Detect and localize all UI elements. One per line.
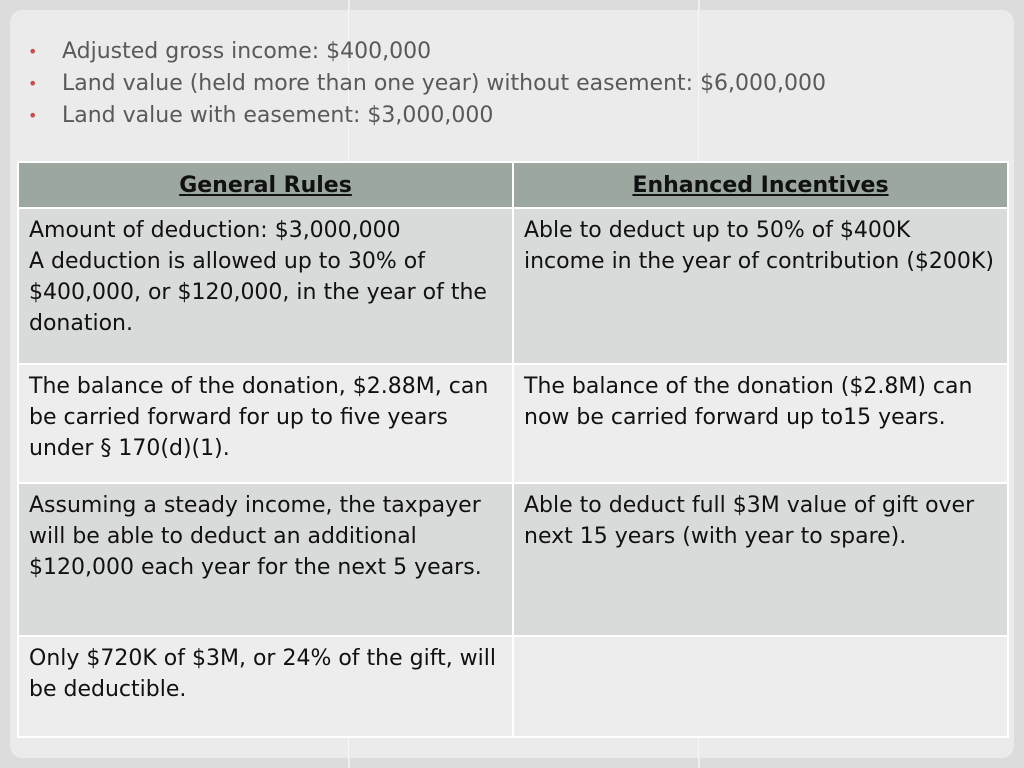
header-general-rules: General Rules xyxy=(18,162,513,208)
bullet-icon: • xyxy=(28,42,38,61)
cell-text: The balance of the donation, $2.88M, can be carried forward for up to five years under § 170(d)(1). xyxy=(29,374,489,461)
bullet-item xyxy=(28,100,826,132)
bullet-text: Land value with easement: $3,000,000 xyxy=(62,103,494,128)
cell-general xyxy=(18,483,513,636)
cell-text: The balance of the donation ($2.8M) can now be carried forward up to15 years. xyxy=(524,374,973,430)
bullet-item xyxy=(28,36,826,68)
bullet-text: Adjusted gross income: $400,000 xyxy=(62,39,432,64)
cell-enhanced xyxy=(513,483,1008,636)
bullet-list xyxy=(28,36,826,132)
bullet-item xyxy=(28,68,826,100)
cell-general xyxy=(18,364,513,483)
cell-text: Only $720K of $3M, or 24% of the gift, will be deductible. xyxy=(29,646,497,702)
table-row xyxy=(18,208,1008,364)
table-header-row xyxy=(18,162,1008,208)
slide xyxy=(10,10,1014,758)
cell-text: A deduction is allowed up to 30% of $400,000, or $120,000, in the year of the donation. xyxy=(29,249,487,336)
bullet-text: Land value (held more than one year) without easement: $6,000,000 xyxy=(62,71,827,96)
comparison-table xyxy=(17,161,1009,738)
cell-general xyxy=(18,208,513,364)
table-row xyxy=(18,364,1008,483)
cell-text: Amount of deduction: $3,000,000 xyxy=(29,218,401,243)
table-row xyxy=(18,636,1008,737)
table-row xyxy=(18,483,1008,636)
header-enhanced-incentives: Enhanced Incentives xyxy=(513,162,1008,208)
cell-enhanced xyxy=(513,636,1008,737)
bullet-icon: • xyxy=(28,74,38,93)
cell-general xyxy=(18,636,513,737)
cell-enhanced xyxy=(513,208,1008,364)
cell-text: Able to deduct up to 50% of $400K income in the year of contribution ($200K) xyxy=(524,218,994,274)
cell-text: Able to deduct full $3M value of gift over next 15 years (with year to spare). xyxy=(524,493,975,549)
cell-enhanced xyxy=(513,364,1008,483)
bullet-icon: • xyxy=(28,106,38,125)
cell-text: Assuming a steady income, the taxpayer will be able to deduct an additional $120,000 each year for the next 5 years. xyxy=(29,493,482,580)
